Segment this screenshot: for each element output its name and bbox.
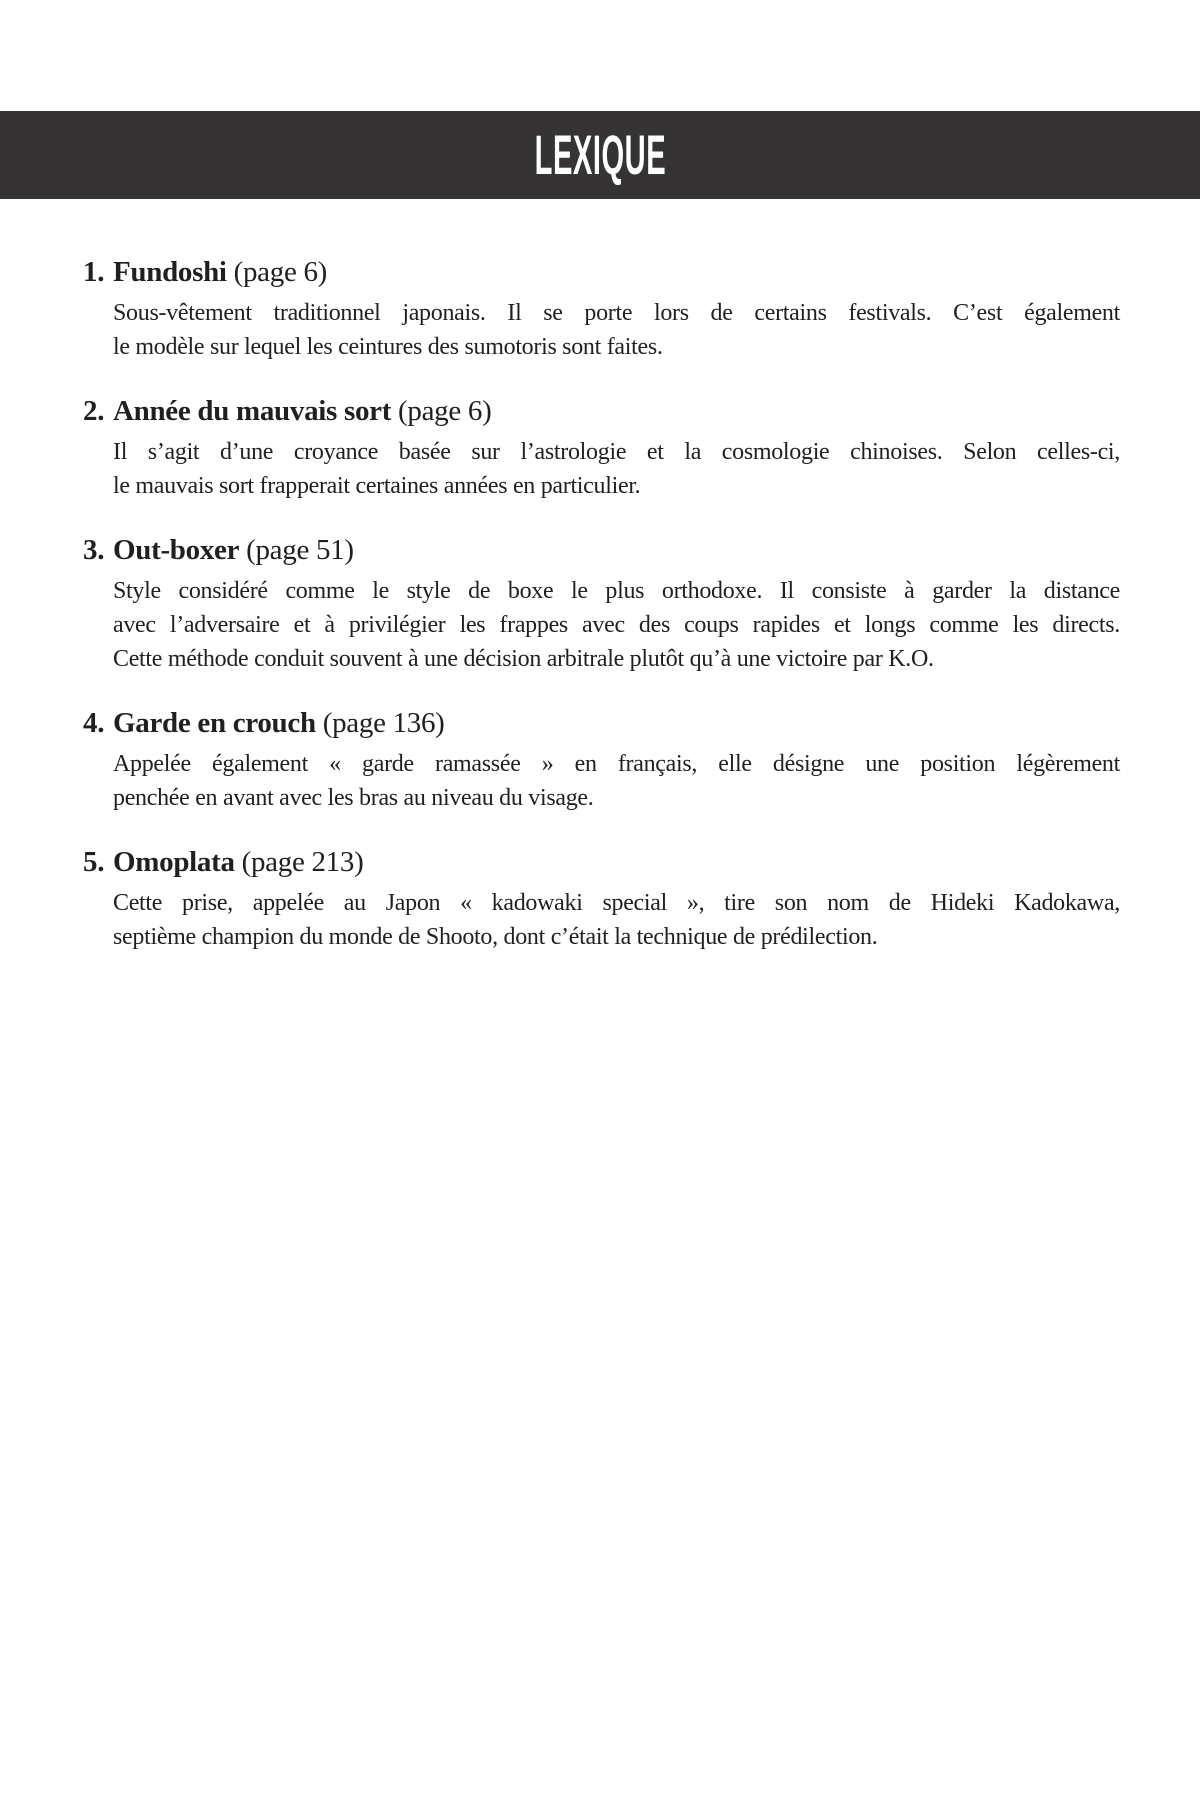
entry-number: 2. (83, 395, 105, 427)
definition-line: Cette méthode conduit souvent à une décision arbitrale plutôt qu’à une victoire par K.O. (113, 646, 934, 672)
lexicon-list (0, 199, 1200, 954)
definition-line: penchée en avant avec les bras au niveau du visage. (113, 785, 594, 811)
entry-number: 1. (83, 256, 105, 288)
entry-number: 4. (83, 707, 105, 739)
entry-heading (83, 845, 1120, 879)
definition-line: avec l’adversaire et à privilégier les frappes avec des coups rapides et longs comme les directs. (113, 612, 1120, 638)
entry-page-ref: (page 51) (246, 534, 354, 566)
definition-line: Cette prise, appelée au Japon « kadowaki special », tire son nom de Hideki Kadokawa, (113, 890, 1120, 916)
entry-heading (83, 706, 1120, 740)
entry-page-ref: (page 6) (398, 395, 492, 427)
entry-definition (83, 886, 1120, 954)
definition-line: le mauvais sort frapperait certaines années en particulier. (113, 473, 641, 499)
definition-line: Appelée également « garde ramassée » en français, elle désigne une position légèrement (113, 751, 1120, 777)
lexicon-entry (83, 706, 1120, 815)
page-title: LEXIQUE (534, 123, 666, 186)
entry-term: Année du mauvais sort (113, 395, 392, 427)
entry-definition (83, 435, 1120, 503)
entry-term: Garde en crouch (113, 707, 316, 739)
entry-heading (83, 255, 1120, 289)
lexicon-entry (83, 845, 1120, 954)
lexicon-entry (83, 255, 1120, 364)
entry-page-ref: (page 6) (233, 256, 328, 288)
entry-term: Fundoshi (113, 256, 227, 288)
definition-line: Sous-vêtement traditionnel japonais. Il se porte lors de certains festivals. C’est également (113, 300, 1120, 326)
entry-page-ref: (page 213) (241, 846, 364, 878)
definition-line: Il s’agit d’une croyance basée sur l’astrologie et la cosmologie chinoises. Selon celles-ci, (113, 439, 1120, 465)
entry-heading (83, 533, 1120, 567)
entry-definition (83, 296, 1120, 364)
definition-line: Style considéré comme le style de boxe le plus orthodoxe. Il consiste à garder la distance (113, 578, 1120, 604)
entry-term: Out-boxer (113, 534, 240, 566)
entry-term: Omoplata (113, 846, 235, 878)
entry-heading (83, 394, 1120, 428)
entry-definition (83, 574, 1120, 676)
entry-number: 3. (83, 534, 105, 566)
entry-definition (83, 747, 1120, 815)
header-band (0, 111, 1200, 199)
definition-line: septième champion du monde de Shooto, dont c’était la technique de prédilection. (113, 924, 878, 950)
entry-number: 5. (83, 846, 105, 878)
lexicon-entry (83, 533, 1120, 676)
lexicon-entry (83, 394, 1120, 503)
definition-line: le modèle sur lequel les ceintures des sumotoris sont faites. (113, 334, 663, 360)
entry-page-ref: (page 136) (322, 707, 445, 739)
